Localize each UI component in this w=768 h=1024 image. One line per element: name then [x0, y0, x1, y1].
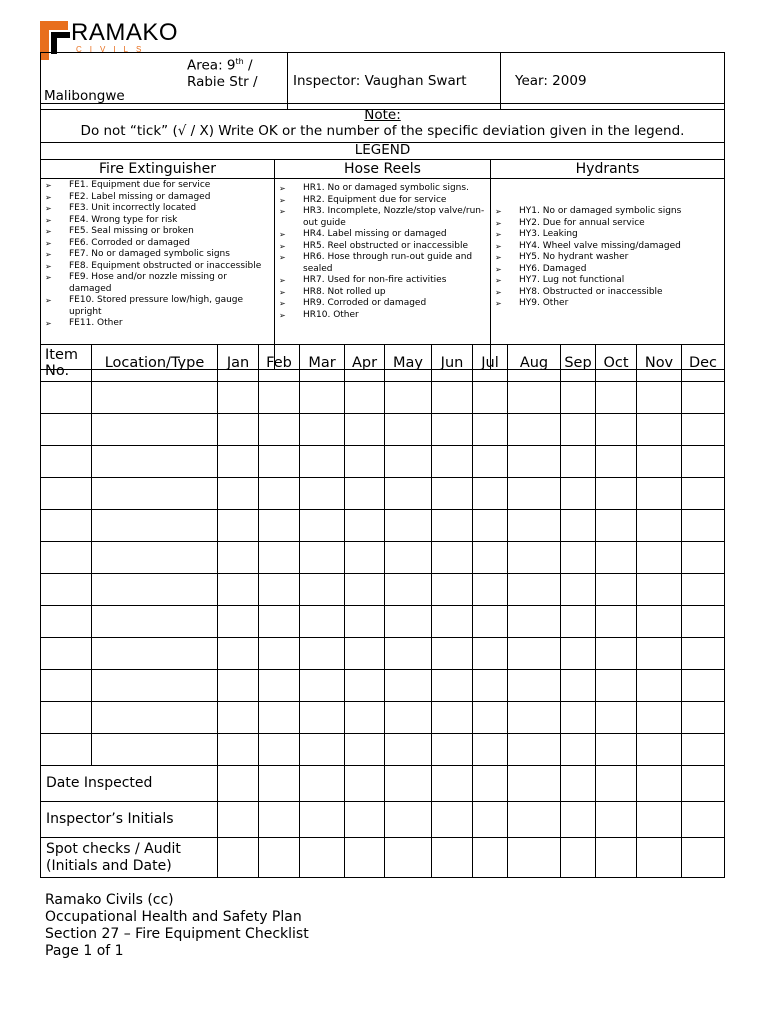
month-cell-jul[interactable] — [473, 802, 508, 838]
month-cell-mar[interactable] — [300, 478, 345, 510]
month-cell-dec[interactable] — [682, 606, 725, 638]
month-cell-sep[interactable] — [561, 606, 596, 638]
month-cell-may[interactable] — [385, 382, 432, 414]
month-cell-jul[interactable] — [473, 734, 508, 766]
month-cell-dec[interactable] — [682, 542, 725, 574]
month-cell-nov[interactable] — [637, 670, 682, 702]
table-row — [41, 478, 725, 510]
item-no-cell[interactable] — [41, 574, 92, 606]
month-cell-oct[interactable] — [596, 446, 637, 478]
month-cell-jan[interactable] — [218, 382, 259, 414]
month-cell-oct[interactable] — [596, 574, 637, 606]
month-cell-feb[interactable] — [259, 838, 300, 878]
item-no-cell[interactable] — [41, 542, 92, 574]
month-cell-jan[interactable] — [218, 734, 259, 766]
month-cell-feb[interactable] — [259, 766, 300, 802]
month-cell-jun[interactable] — [432, 446, 473, 478]
table-row — [41, 670, 725, 702]
logo-subtitle: CIVILS — [76, 45, 150, 54]
month-cell-feb[interactable] — [259, 638, 300, 670]
legend-fire-extinguisher-title: Fire Extinguisher — [41, 160, 275, 179]
month-cell-may[interactable] — [385, 670, 432, 702]
month-cell-jan[interactable] — [218, 638, 259, 670]
table-row — [41, 702, 725, 734]
month-cell-jul[interactable] — [473, 766, 508, 802]
month-cell-jan[interactable] — [218, 510, 259, 542]
header-table — [40, 52, 725, 110]
month-cell-dec[interactable] — [682, 838, 725, 878]
legend-title: LEGEND — [41, 143, 725, 160]
month-cell-feb[interactable] — [259, 702, 300, 734]
month-cell-jul[interactable] — [473, 446, 508, 478]
logo-name: RAMAKO — [71, 19, 179, 46]
month-cell-jun[interactable] — [432, 802, 473, 838]
fire-extinguisher-item: ➢ FE4. Wrong type for risk — [43, 215, 272, 227]
legend-hose-reels-title: Hose Reels — [275, 160, 491, 179]
month-cell-jul[interactable] — [473, 542, 508, 574]
month-cell-nov[interactable] — [637, 414, 682, 446]
fire-extinguisher-list — [43, 180, 272, 330]
item-no-cell[interactable] — [41, 734, 92, 766]
item-no-cell[interactable] — [41, 510, 92, 542]
hydrant-item: ➢ HY3. Leaking — [493, 229, 722, 241]
date-inspected-label: Date Inspected — [41, 766, 218, 802]
month-cell-jul[interactable] — [473, 414, 508, 446]
month-cell-feb[interactable] — [259, 802, 300, 838]
month-cell-nov[interactable] — [637, 838, 682, 878]
inspector-initials-row — [41, 802, 725, 838]
fire-extinguisher-item: ➢ FE3. Unit incorrectly located — [43, 203, 272, 215]
hydrant-item: ➢ HY7. Lug not functional — [493, 275, 722, 287]
month-cell-aug[interactable] — [508, 414, 561, 446]
hose-reel-item: ➢ HR10. Other — [277, 310, 488, 322]
month-cell-dec[interactable] — [682, 574, 725, 606]
month-cell-nov[interactable] — [637, 446, 682, 478]
inspector-label: Inspector: Vaughan Swart — [293, 73, 467, 89]
month-cell-feb[interactable] — [259, 670, 300, 702]
month-cell-aug[interactable] — [508, 574, 561, 606]
month-cell-jul[interactable] — [473, 638, 508, 670]
month-cell-jun[interactable] — [432, 606, 473, 638]
month-cell-dec[interactable] — [682, 478, 725, 510]
month-cell-sep[interactable] — [561, 802, 596, 838]
col-location-type: Location/Type — [92, 345, 218, 382]
month-cell-sep[interactable] — [561, 838, 596, 878]
hose-reel-item: ➢ HR1. No or damaged symbolic signs. — [277, 183, 488, 195]
document-footer — [45, 892, 309, 960]
month-cell-dec[interactable] — [682, 638, 725, 670]
inspector-initials-label: Inspector’s Initials — [41, 802, 218, 838]
footer-page: Page 1 of 1 — [45, 943, 124, 959]
fire-extinguisher-item: ➢ FE10. Stored pressure low/high, gauge upright — [43, 295, 272, 318]
hose-reel-item: ➢ HR3. Incomplete, Nozzle/stop valve/run-out guide — [277, 206, 488, 229]
month-cell-mar[interactable] — [300, 702, 345, 734]
fire-extinguisher-item: ➢ FE1. Equipment due for service — [43, 180, 272, 192]
col-month-jun: Jun — [432, 345, 473, 382]
month-cell-may[interactable] — [385, 702, 432, 734]
month-cell-mar[interactable] — [300, 734, 345, 766]
col-month-oct: Oct — [596, 345, 637, 382]
fire-extinguisher-item: ➢ FE11. Other — [43, 318, 272, 330]
month-cell-oct[interactable] — [596, 838, 637, 878]
month-cell-jul[interactable] — [473, 478, 508, 510]
legend-hydrants-title: Hydrants — [491, 160, 725, 179]
item-no-cell[interactable] — [41, 478, 92, 510]
month-cell-feb[interactable] — [259, 510, 300, 542]
hose-reel-item: ➢ HR9. Corroded or damaged — [277, 298, 488, 310]
month-cell-dec[interactable] — [682, 702, 725, 734]
hydrant-item: ➢ HY1. No or damaged symbolic signs — [493, 206, 722, 218]
month-cell-jun[interactable] — [432, 478, 473, 510]
month-cell-mar[interactable] — [300, 766, 345, 802]
location-type-cell[interactable] — [92, 414, 218, 446]
item-no-cell[interactable] — [41, 606, 92, 638]
location-type-cell[interactable] — [92, 478, 218, 510]
location-type-cell[interactable] — [92, 734, 218, 766]
col-month-mar: Mar — [300, 345, 345, 382]
month-cell-may[interactable] — [385, 446, 432, 478]
col-month-aug: Aug — [508, 345, 561, 382]
month-cell-jan[interactable] — [218, 838, 259, 878]
location-type-cell[interactable] — [92, 446, 218, 478]
col-month-feb: Feb — [259, 345, 300, 382]
location-type-cell[interactable] — [92, 382, 218, 414]
month-cell-apr[interactable] — [345, 702, 385, 734]
month-cell-aug[interactable] — [508, 638, 561, 670]
month-cell-mar[interactable] — [300, 414, 345, 446]
month-cell-jul[interactable] — [473, 574, 508, 606]
month-cell-nov[interactable] — [637, 574, 682, 606]
hydrant-item: ➢ HY4. Wheel valve missing/damaged — [493, 241, 722, 253]
item-no-cell[interactable] — [41, 702, 92, 734]
month-cell-oct[interactable] — [596, 414, 637, 446]
legend-hose-reels — [275, 179, 491, 370]
col-month-jul: Jul — [473, 345, 508, 382]
month-cell-mar[interactable] — [300, 574, 345, 606]
month-cell-apr[interactable] — [345, 574, 385, 606]
month-cell-jan[interactable] — [218, 766, 259, 802]
month-cell-jun[interactable] — [432, 766, 473, 802]
month-cell-mar[interactable] — [300, 802, 345, 838]
month-cell-mar[interactable] — [300, 670, 345, 702]
col-month-nov: Nov — [637, 345, 682, 382]
table-row — [41, 414, 725, 446]
month-cell-feb[interactable] — [259, 478, 300, 510]
month-cell-jun[interactable] — [432, 510, 473, 542]
month-cell-mar[interactable] — [300, 542, 345, 574]
month-cell-aug[interactable] — [508, 838, 561, 878]
item-no-cell[interactable] — [41, 670, 92, 702]
month-cell-may[interactable] — [385, 606, 432, 638]
month-cell-apr[interactable] — [345, 478, 385, 510]
note-title: Note: — [364, 107, 401, 123]
col-item-no: Item No. — [41, 345, 92, 382]
month-cell-oct[interactable] — [596, 702, 637, 734]
item-no-cell[interactable] — [41, 638, 92, 670]
location-type-cell[interactable] — [92, 702, 218, 734]
month-cell-jan[interactable] — [218, 446, 259, 478]
month-cell-nov[interactable] — [637, 606, 682, 638]
month-cell-jan[interactable] — [218, 670, 259, 702]
month-cell-feb[interactable] — [259, 606, 300, 638]
month-cell-dec[interactable] — [682, 382, 725, 414]
hydrant-item: ➢ HY8. Obstructed or inaccessible — [493, 287, 722, 299]
location-type-cell[interactable] — [92, 638, 218, 670]
month-cell-aug[interactable] — [508, 446, 561, 478]
month-cell-apr[interactable] — [345, 638, 385, 670]
month-cell-mar[interactable] — [300, 446, 345, 478]
spot-checks-row — [41, 838, 725, 878]
month-cell-nov[interactable] — [637, 382, 682, 414]
month-cell-nov[interactable] — [637, 766, 682, 802]
month-cell-dec[interactable] — [682, 670, 725, 702]
table-row — [41, 574, 725, 606]
month-cell-jun[interactable] — [432, 838, 473, 878]
month-cell-aug[interactable] — [508, 542, 561, 574]
month-cell-may[interactable] — [385, 766, 432, 802]
month-cell-may[interactable] — [385, 574, 432, 606]
month-cell-jan[interactable] — [218, 574, 259, 606]
area-label: Area: 9th / Rabie Str / — [187, 57, 258, 90]
month-cell-mar[interactable] — [300, 638, 345, 670]
area-place: Malibongwe — [44, 88, 125, 104]
month-cell-may[interactable] — [385, 838, 432, 878]
month-cell-jul[interactable] — [473, 606, 508, 638]
month-cell-aug[interactable] — [508, 702, 561, 734]
month-cell-jun[interactable] — [432, 638, 473, 670]
month-cell-aug[interactable] — [508, 734, 561, 766]
month-cell-sep[interactable] — [561, 542, 596, 574]
month-cell-jan[interactable] — [218, 702, 259, 734]
month-cell-oct[interactable] — [596, 766, 637, 802]
month-cell-aug[interactable] — [508, 510, 561, 542]
month-cell-apr[interactable] — [345, 414, 385, 446]
month-cell-apr[interactable] — [345, 510, 385, 542]
table-row — [41, 510, 725, 542]
col-month-may: May — [385, 345, 432, 382]
month-cell-jan[interactable] — [218, 606, 259, 638]
hose-reel-item: ➢ HR8. Not rolled up — [277, 287, 488, 299]
month-cell-aug[interactable] — [508, 802, 561, 838]
month-cell-apr[interactable] — [345, 670, 385, 702]
month-cell-jun[interactable] — [432, 670, 473, 702]
location-type-cell[interactable] — [92, 574, 218, 606]
hydrant-item: ➢ HY6. Damaged — [493, 264, 722, 276]
month-cell-jul[interactable] — [473, 382, 508, 414]
spot-checks-label: Spot checks / Audit (Initials and Date) — [41, 838, 218, 878]
hydrant-item: ➢ HY2. Due for annual service — [493, 218, 722, 230]
month-cell-may[interactable] — [385, 638, 432, 670]
fire-extinguisher-item: ➢ FE5. Seal missing or broken — [43, 226, 272, 238]
inspection-grid — [40, 344, 725, 878]
col-month-jan: Jan — [218, 345, 259, 382]
month-cell-feb[interactable] — [259, 734, 300, 766]
month-cell-jan[interactable] — [218, 542, 259, 574]
month-cell-jul[interactable] — [473, 510, 508, 542]
month-cell-sep[interactable] — [561, 638, 596, 670]
month-cell-dec[interactable] — [682, 802, 725, 838]
item-no-cell[interactable] — [41, 382, 92, 414]
month-cell-dec[interactable] — [682, 510, 725, 542]
month-cell-jun[interactable] — [432, 542, 473, 574]
month-cell-may[interactable] — [385, 802, 432, 838]
month-cell-oct[interactable] — [596, 382, 637, 414]
table-row — [41, 446, 725, 478]
month-cell-nov[interactable] — [637, 542, 682, 574]
month-cell-jun[interactable] — [432, 574, 473, 606]
note-text: Do not “tick” (√ / X) Write OK or the number of the specific deviation given in the legend. — [80, 123, 685, 139]
fire-extinguisher-item: ➢ FE2. Label missing or damaged — [43, 192, 272, 204]
month-cell-sep[interactable] — [561, 702, 596, 734]
month-cell-oct[interactable] — [596, 802, 637, 838]
year-label: Year: 2009 — [515, 73, 587, 89]
item-no-cell[interactable] — [41, 414, 92, 446]
location-type-cell[interactable] — [92, 542, 218, 574]
fire-extinguisher-item: ➢ FE8. Equipment obstructed or inaccessible — [43, 261, 272, 273]
month-cell-mar[interactable] — [300, 606, 345, 638]
month-cell-apr[interactable] — [345, 766, 385, 802]
month-cell-dec[interactable] — [682, 734, 725, 766]
month-cell-aug[interactable] — [508, 478, 561, 510]
hose-reels-list — [277, 183, 488, 321]
hose-reel-item: ➢ HR5. Reel obstructed or inaccessible — [277, 241, 488, 253]
hydrants-list — [493, 206, 722, 310]
month-cell-sep[interactable] — [561, 382, 596, 414]
legend-fire-extinguisher — [41, 179, 275, 370]
month-cell-oct[interactable] — [596, 510, 637, 542]
footer-section: Section 27 – Fire Equipment Checklist — [45, 926, 309, 942]
month-cell-jan[interactable] — [218, 414, 259, 446]
month-cell-may[interactable] — [385, 478, 432, 510]
month-cell-nov[interactable] — [637, 702, 682, 734]
fire-extinguisher-item: ➢ FE6. Corroded or damaged — [43, 238, 272, 250]
month-cell-sep[interactable] — [561, 446, 596, 478]
month-cell-aug[interactable] — [508, 766, 561, 802]
month-cell-aug[interactable] — [508, 382, 561, 414]
fire-extinguisher-item: ➢ FE9. Hose and/or nozzle missing or damaged — [43, 272, 272, 295]
month-cell-jun[interactable] — [432, 382, 473, 414]
hydrant-item: ➢ HY9. Other — [493, 298, 722, 310]
table-row — [41, 734, 725, 766]
month-cell-feb[interactable] — [259, 574, 300, 606]
month-cell-feb[interactable] — [259, 542, 300, 574]
month-cell-oct[interactable] — [596, 542, 637, 574]
hose-reel-item: ➢ HR4. Label missing or damaged — [277, 229, 488, 241]
month-cell-sep[interactable] — [561, 478, 596, 510]
month-cell-nov[interactable] — [637, 734, 682, 766]
month-cell-sep[interactable] — [561, 734, 596, 766]
month-cell-may[interactable] — [385, 414, 432, 446]
location-type-cell[interactable] — [92, 606, 218, 638]
table-row — [41, 542, 725, 574]
location-type-cell[interactable] — [92, 510, 218, 542]
month-cell-oct[interactable] — [596, 734, 637, 766]
month-cell-jun[interactable] — [432, 734, 473, 766]
month-cell-jul[interactable] — [473, 702, 508, 734]
month-cell-may[interactable] — [385, 542, 432, 574]
hose-reel-item: ➢ HR6. Hose through run-out guide and sealed — [277, 252, 488, 275]
col-month-sep: Sep — [561, 345, 596, 382]
month-cell-apr[interactable] — [345, 382, 385, 414]
date-inspected-row — [41, 766, 725, 802]
month-cell-sep[interactable] — [561, 510, 596, 542]
month-cell-apr[interactable] — [345, 606, 385, 638]
month-cell-dec[interactable] — [682, 446, 725, 478]
month-cell-jan[interactable] — [218, 802, 259, 838]
month-cell-nov[interactable] — [637, 478, 682, 510]
month-cell-jun[interactable] — [432, 702, 473, 734]
month-cell-aug[interactable] — [508, 606, 561, 638]
month-cell-sep[interactable] — [561, 574, 596, 606]
year-cell — [501, 53, 725, 110]
month-cell-feb[interactable] — [259, 414, 300, 446]
month-cell-dec[interactable] — [682, 414, 725, 446]
month-cell-oct[interactable] — [596, 638, 637, 670]
month-cell-may[interactable] — [385, 734, 432, 766]
note-table — [40, 103, 725, 160]
month-cell-nov[interactable] — [637, 638, 682, 670]
month-cell-sep[interactable] — [561, 766, 596, 802]
month-cell-feb[interactable] — [259, 446, 300, 478]
hose-reel-item: ➢ HR7. Used for non-fire activities — [277, 275, 488, 287]
month-cell-apr[interactable] — [345, 734, 385, 766]
month-cell-nov[interactable] — [637, 802, 682, 838]
month-cell-dec[interactable] — [682, 766, 725, 802]
month-cell-jun[interactable] — [432, 414, 473, 446]
footer-plan: Occupational Health and Safety Plan — [45, 909, 302, 925]
month-cell-apr[interactable] — [345, 838, 385, 878]
col-month-apr: Apr — [345, 345, 385, 382]
month-cell-aug[interactable] — [508, 670, 561, 702]
table-row — [41, 638, 725, 670]
month-cell-jul[interactable] — [473, 838, 508, 878]
month-cell-apr[interactable] — [345, 542, 385, 574]
month-cell-jan[interactable] — [218, 478, 259, 510]
table-row — [41, 606, 725, 638]
month-cell-sep[interactable] — [561, 414, 596, 446]
inspector-cell — [288, 53, 501, 110]
grid-header-row — [41, 345, 725, 382]
footer-company: Ramako Civils (cc) — [45, 892, 174, 908]
month-cell-oct[interactable] — [596, 670, 637, 702]
legend-table — [40, 159, 725, 370]
month-cell-feb[interactable] — [259, 382, 300, 414]
month-cell-oct[interactable] — [596, 478, 637, 510]
table-row — [41, 382, 725, 414]
area-cell — [41, 53, 288, 110]
month-cell-mar[interactable] — [300, 510, 345, 542]
location-type-cell[interactable] — [92, 670, 218, 702]
month-cell-sep[interactable] — [561, 670, 596, 702]
month-cell-nov[interactable] — [637, 510, 682, 542]
month-cell-mar[interactable] — [300, 382, 345, 414]
month-cell-apr[interactable] — [345, 802, 385, 838]
hose-reel-item: ➢ HR2. Equipment due for service — [277, 195, 488, 207]
month-cell-mar[interactable] — [300, 838, 345, 878]
month-cell-oct[interactable] — [596, 606, 637, 638]
month-cell-jul[interactable] — [473, 670, 508, 702]
fire-extinguisher-item: ➢ FE7. No or damaged symbolic signs — [43, 249, 272, 261]
legend-hydrants — [491, 179, 725, 370]
hydrant-item: ➢ HY5. No hydrant washer — [493, 252, 722, 264]
item-no-cell[interactable] — [41, 446, 92, 478]
month-cell-may[interactable] — [385, 510, 432, 542]
month-cell-apr[interactable] — [345, 446, 385, 478]
col-month-dec: Dec — [682, 345, 725, 382]
